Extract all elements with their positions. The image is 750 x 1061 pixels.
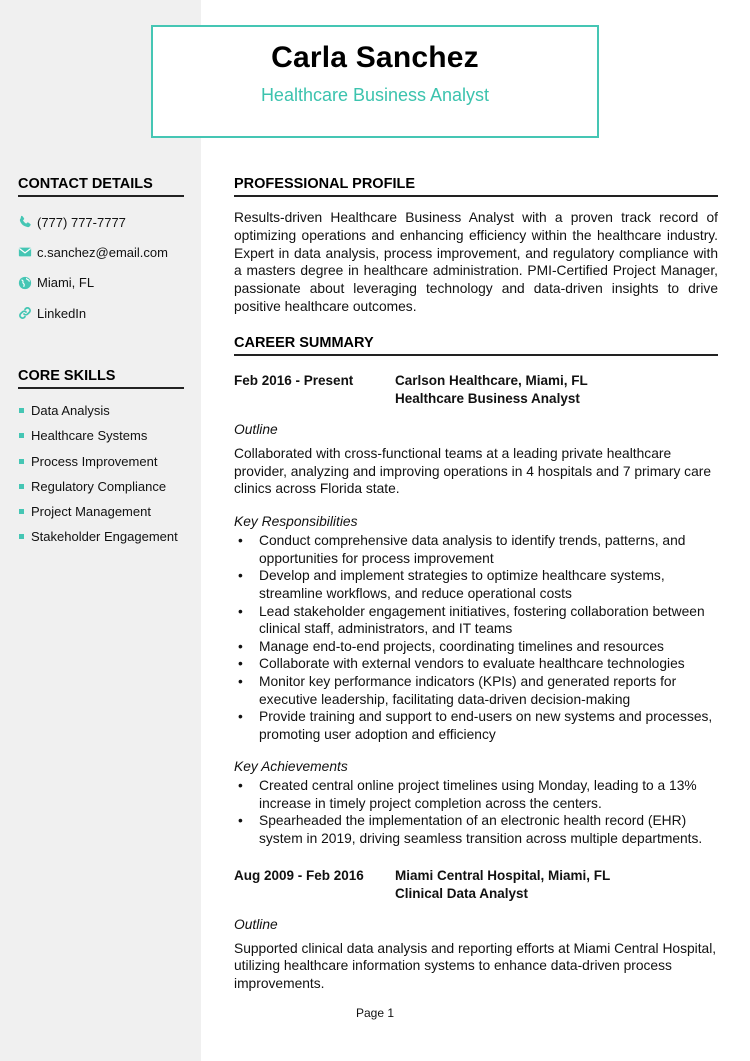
contact-list bbox=[18, 207, 184, 328]
list-item: • Created central online project timelines using Monday, leading to a 13% increase in timely project completion across the centers. bbox=[234, 777, 718, 812]
candidate-name: Carla Sanchez bbox=[271, 41, 479, 74]
skills-list bbox=[18, 398, 184, 549]
job-header bbox=[234, 372, 718, 408]
job-employer: Miami Central Hospital, Miami, FL bbox=[395, 867, 611, 883]
responsibilities-label: Key Responsibilities bbox=[234, 514, 358, 530]
list-item: • Manage end-to-end projects, coordinating timelines and resources bbox=[234, 638, 718, 656]
square-bullet-icon bbox=[19, 534, 24, 539]
page-number: Page 1 bbox=[355, 1006, 395, 1020]
skill-label: Healthcare Systems bbox=[31, 428, 148, 444]
linkedin-link[interactable]: LinkedIn bbox=[37, 305, 87, 321]
contact-heading: CONTACT DETAILS bbox=[18, 176, 184, 197]
job-header bbox=[234, 867, 718, 903]
envelope-icon bbox=[18, 245, 32, 259]
achievements-list bbox=[234, 777, 718, 847]
name-header-box bbox=[151, 25, 599, 138]
skill-label: Regulatory Compliance bbox=[31, 478, 167, 494]
skill-item bbox=[18, 398, 184, 423]
achievements-label: Key Achievements bbox=[234, 759, 348, 775]
job-employer: Carlson Healthcare, Miami, FL bbox=[395, 372, 588, 388]
list-item: • Develop and implement strategies to optimize healthcare systems, streamline workflows, and reduce operational costs bbox=[234, 567, 718, 602]
skill-item bbox=[18, 524, 184, 549]
contact-email[interactable] bbox=[18, 237, 184, 267]
square-bullet-icon bbox=[19, 408, 24, 413]
skill-item bbox=[18, 499, 184, 524]
sidebar bbox=[18, 176, 184, 549]
career-heading: CAREER SUMMARY bbox=[234, 335, 718, 356]
outline-label: Outline bbox=[234, 916, 278, 932]
location-text: Miami, FL bbox=[37, 275, 95, 291]
job-dates: Aug 2009 - Feb 2016 bbox=[234, 867, 364, 883]
square-bullet-icon bbox=[19, 459, 24, 464]
skill-label: Process Improvement bbox=[31, 453, 158, 469]
contact-linkedin[interactable] bbox=[18, 298, 184, 328]
contact-phone bbox=[18, 207, 184, 237]
square-bullet-icon bbox=[19, 484, 24, 489]
profile-text: Results-driven Healthcare Business Analyst with a proven track record of optimizing operations and enhancing efficiency within the healthcare industry. Expert in data analysis, process improvement, and regulatory compliance with a masters degree in healthcare administration. PMI-Certified Project Manager, passionate about leveraging technology and data-driven insights to drive positive healthcare outcomes. bbox=[234, 210, 718, 314]
skills-heading: CORE SKILLS bbox=[18, 368, 184, 389]
email-text[interactable]: c.sanchez@email.com bbox=[37, 244, 168, 260]
phone-icon bbox=[18, 215, 32, 229]
list-item: • Provide training and support to end-users on new systems and processes, promoting user adoption and efficiency bbox=[234, 708, 718, 743]
main-content bbox=[234, 176, 718, 993]
job-org bbox=[395, 867, 610, 903]
list-item: • Collaborate with external vendors to evaluate healthcare technologies bbox=[234, 655, 718, 673]
outline-label: Outline bbox=[234, 421, 278, 437]
job-role: Healthcare Business Analyst bbox=[395, 390, 580, 406]
skill-item bbox=[18, 449, 184, 474]
skill-label: Stakeholder Engagement bbox=[31, 529, 178, 545]
globe-icon bbox=[18, 276, 32, 290]
job-outline: Supported clinical data analysis and reporting efforts at Miami Central Hospital, utilizing healthcare information systems to enhance data-driven process improvements. bbox=[234, 940, 717, 992]
list-item: • Lead stakeholder engagement initiatives, fostering collaboration between clinical staff, administrators, and IT teams bbox=[234, 603, 718, 638]
profile-heading: PROFESSIONAL PROFILE bbox=[234, 176, 718, 197]
job-outline: Collaborated with cross-functional teams at a leading private healthcare provider, analyzing and improving operations in 4 hospitals and 7 primary care clinics across Florida state. bbox=[234, 445, 712, 497]
list-item: • Conduct comprehensive data analysis to identify trends, patterns, and opportunities for process improvement bbox=[234, 532, 718, 567]
square-bullet-icon bbox=[19, 433, 24, 438]
skill-item bbox=[18, 423, 184, 448]
list-item: • Monitor key performance indicators (KPIs) and generated reports for executive leadership, facilitating data-driven decision-making bbox=[234, 673, 718, 708]
job-org bbox=[395, 372, 588, 408]
phone-text: (777) 777-7777 bbox=[37, 214, 126, 230]
skill-label: Data Analysis bbox=[31, 403, 110, 419]
square-bullet-icon bbox=[19, 509, 24, 514]
link-icon bbox=[18, 306, 32, 320]
skill-label: Project Management bbox=[31, 504, 151, 520]
skill-item bbox=[18, 474, 184, 499]
job-role: Clinical Data Analyst bbox=[395, 885, 529, 901]
contact-location bbox=[18, 268, 184, 298]
job-dates: Feb 2016 - Present bbox=[234, 372, 354, 388]
candidate-title: Healthcare Business Analyst bbox=[260, 85, 490, 105]
list-item: • Spearheaded the implementation of an electronic health record (EHR) system in 2019, driving seamless transition across multiple departments. bbox=[234, 812, 718, 847]
responsibilities-list bbox=[234, 532, 718, 743]
